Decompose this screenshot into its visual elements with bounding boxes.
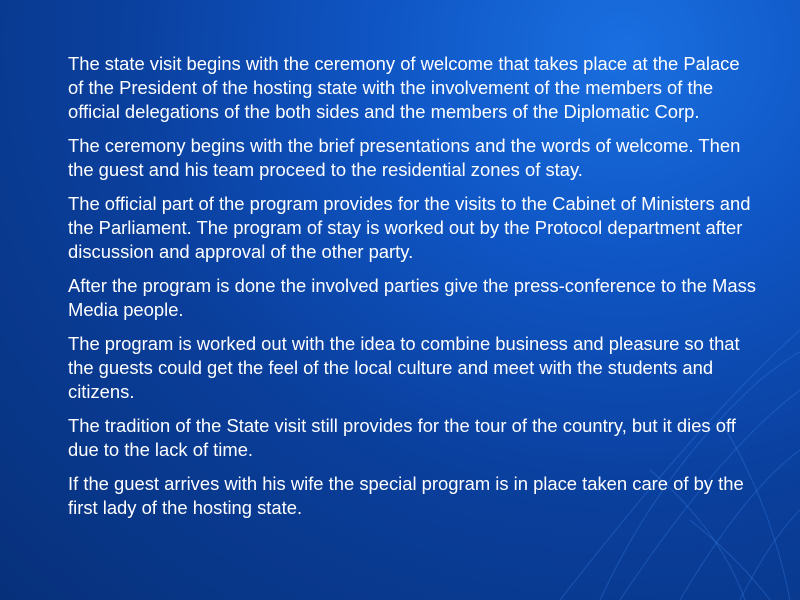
paragraph-ceremony-of-welcome: The state visit begins with the ceremony of welcome that takes place at the Palace of the President of the hosting state with the involvement of the members of the official delegations of the both sides and the members of the Diplomatic Corp. bbox=[68, 53, 740, 122]
slide-body bbox=[68, 52, 758, 530]
paragraph-tour-of-country: The tradition of the State visit still provides for the tour of the country, but it dies off due to the lack of time. bbox=[68, 415, 736, 460]
paragraph-first-lady-program: If the guest arrives with his wife the special program is in place taken care of by the first lady of the hosting state. bbox=[68, 473, 744, 518]
paragraph-press-conference: After the program is done the involved parties give the press-conference to the Mass Media people. bbox=[68, 275, 756, 320]
paragraph-presentations: The ceremony begins with the brief presentations and the words of welcome. Then the guest and his team proceed to the residential zones of stay. bbox=[68, 135, 741, 180]
paragraph-official-part: The official part of the program provides for the visits to the Cabinet of Ministers and the Parliament. The program of stay is worked out by the Protocol department after discussion and approval of the other party. bbox=[68, 193, 751, 262]
paragraph-business-and-pleasure: The program is worked out with the idea to combine business and pleasure so that the guests could get the feel of the local culture and meet with the students and citizens. bbox=[68, 333, 740, 402]
